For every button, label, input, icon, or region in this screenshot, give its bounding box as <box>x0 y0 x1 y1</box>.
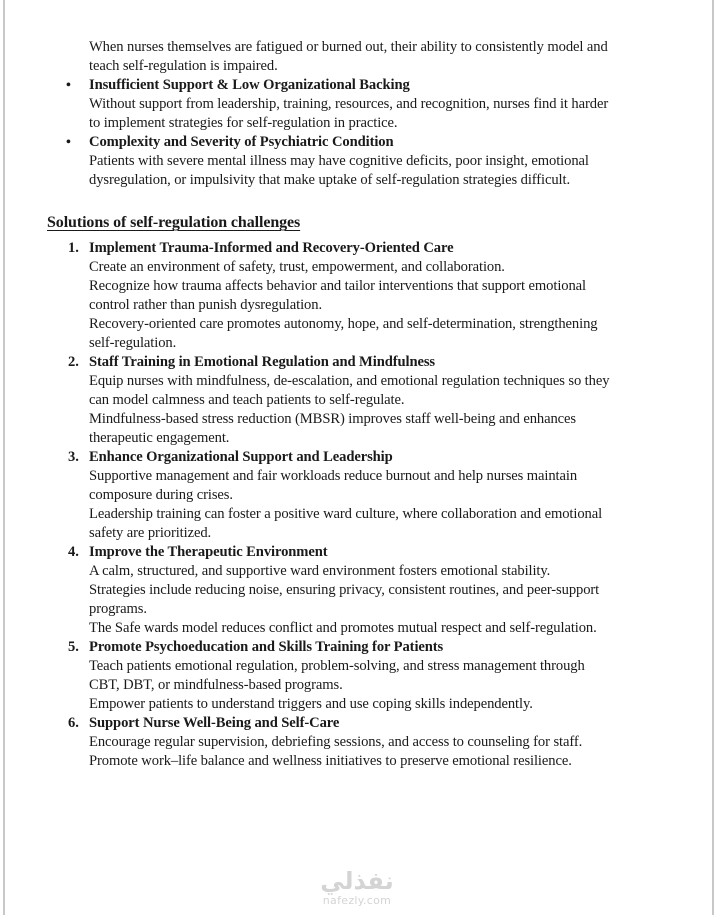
list-number: 4. <box>68 544 79 560</box>
list-number: 2. <box>68 354 79 370</box>
text-line: Empower patients to understand triggers and use coping skills independently. <box>89 696 533 712</box>
section-heading: Solutions of self-regulation challenges <box>47 214 301 231</box>
text-line: dysregulation, or impulsivity that make uptake of self-regulation strategies difficult. <box>89 172 571 188</box>
solution-title: Promote Psychoeducation and Skills Training for Patients <box>89 639 444 655</box>
solution-item <box>5 353 712 448</box>
text-line: The Safe wards model reduces conflict and promotes mutual respect and self-regulation. <box>89 620 597 636</box>
bullet-title: Complexity and Severity of Psychiatric Condition <box>89 134 394 150</box>
bullet-item <box>5 76 712 133</box>
text-line: Recognize how trauma affects behavior and tailor interventions that support emotional <box>89 278 586 294</box>
bullet-icon: • <box>66 135 71 150</box>
text-line: Promote work–life balance and wellness initiatives to preserve emotional resilience. <box>89 753 572 769</box>
watermark-arabic-text: نفذلي <box>320 867 394 895</box>
solution-title: Staff Training in Emotional Regulation and Mindfulness <box>89 354 436 370</box>
text-line: Recovery-oriented care promotes autonomy, hope, and self-determination, strengthening <box>89 316 598 332</box>
text-line: composure during crises. <box>89 487 233 503</box>
bullet-title: Insufficient Support & Low Organizational Backing <box>89 77 410 93</box>
text-line: programs. <box>89 601 147 617</box>
text-line: safety are prioritized. <box>89 525 212 541</box>
text-line: to implement strategies for self-regulation in practice. <box>89 115 398 131</box>
solution-item <box>5 543 712 638</box>
document-page <box>3 0 714 915</box>
watermark-url-text: nafezly.com <box>322 894 392 907</box>
text-line: Teach patients emotional regulation, problem-solving, and stress management through <box>89 658 585 674</box>
text-line: teach self-regulation is impaired. <box>89 58 278 74</box>
text-line: Supportive management and fair workloads reduce burnout and help nurses maintain <box>89 468 578 484</box>
document-content <box>5 38 712 771</box>
text-line: Encourage regular supervision, debriefing sessions, and access to counseling for staff. <box>89 734 583 750</box>
solution-item <box>5 448 712 543</box>
solution-title: Enhance Organizational Support and Leadership <box>89 449 393 465</box>
text-line: can model calmness and teach patients to self-regulate. <box>89 392 405 408</box>
text-line: Equip nurses with mindfulness, de-escalation, and emotional regulation techniques so they <box>89 373 610 389</box>
watermark-logo <box>312 868 402 907</box>
solution-title: Support Nurse Well-Being and Self-Care <box>89 715 340 731</box>
list-number: 3. <box>68 449 79 465</box>
intro-paragraph <box>5 38 712 76</box>
text-line: Create an environment of safety, trust, empowerment, and collaboration. <box>89 259 505 275</box>
text-line: A calm, structured, and supportive ward environment fosters emotional stability. <box>89 563 551 579</box>
list-number: 1. <box>68 240 79 256</box>
text-line: self-regulation. <box>89 335 177 351</box>
solution-item <box>5 714 712 771</box>
text-line: Mindfulness-based stress reduction (MBSR) improves staff well-being and enhances <box>89 411 577 427</box>
solution-title: Implement Trauma-Informed and Recovery-Oriented Care <box>89 240 454 256</box>
solution-item <box>5 239 712 353</box>
list-number: 5. <box>68 639 79 655</box>
text-line: control rather than punish dysregulation. <box>89 297 322 313</box>
text-line: Leadership training can foster a positive ward culture, where collaboration and emotional <box>89 506 603 522</box>
text-line: CBT, DBT, or mindfulness-based programs. <box>89 677 343 693</box>
solution-item <box>5 638 712 714</box>
text-line: therapeutic engagement. <box>89 430 230 446</box>
text-line: Without support from leadership, training, resources, and recognition, nurses find it harder <box>89 96 609 112</box>
text-line: When nurses themselves are fatigued or burned out, their ability to consistently model and <box>89 39 608 55</box>
bullet-icon: • <box>66 78 71 93</box>
text-line: Patients with severe mental illness may have cognitive deficits, poor insight, emotional <box>89 153 589 169</box>
bullet-item <box>5 133 712 190</box>
solution-title: Improve the Therapeutic Environment <box>89 544 328 560</box>
list-number: 6. <box>68 715 79 731</box>
text-line: Strategies include reducing noise, ensuring privacy, consistent routines, and peer-support <box>89 582 600 598</box>
